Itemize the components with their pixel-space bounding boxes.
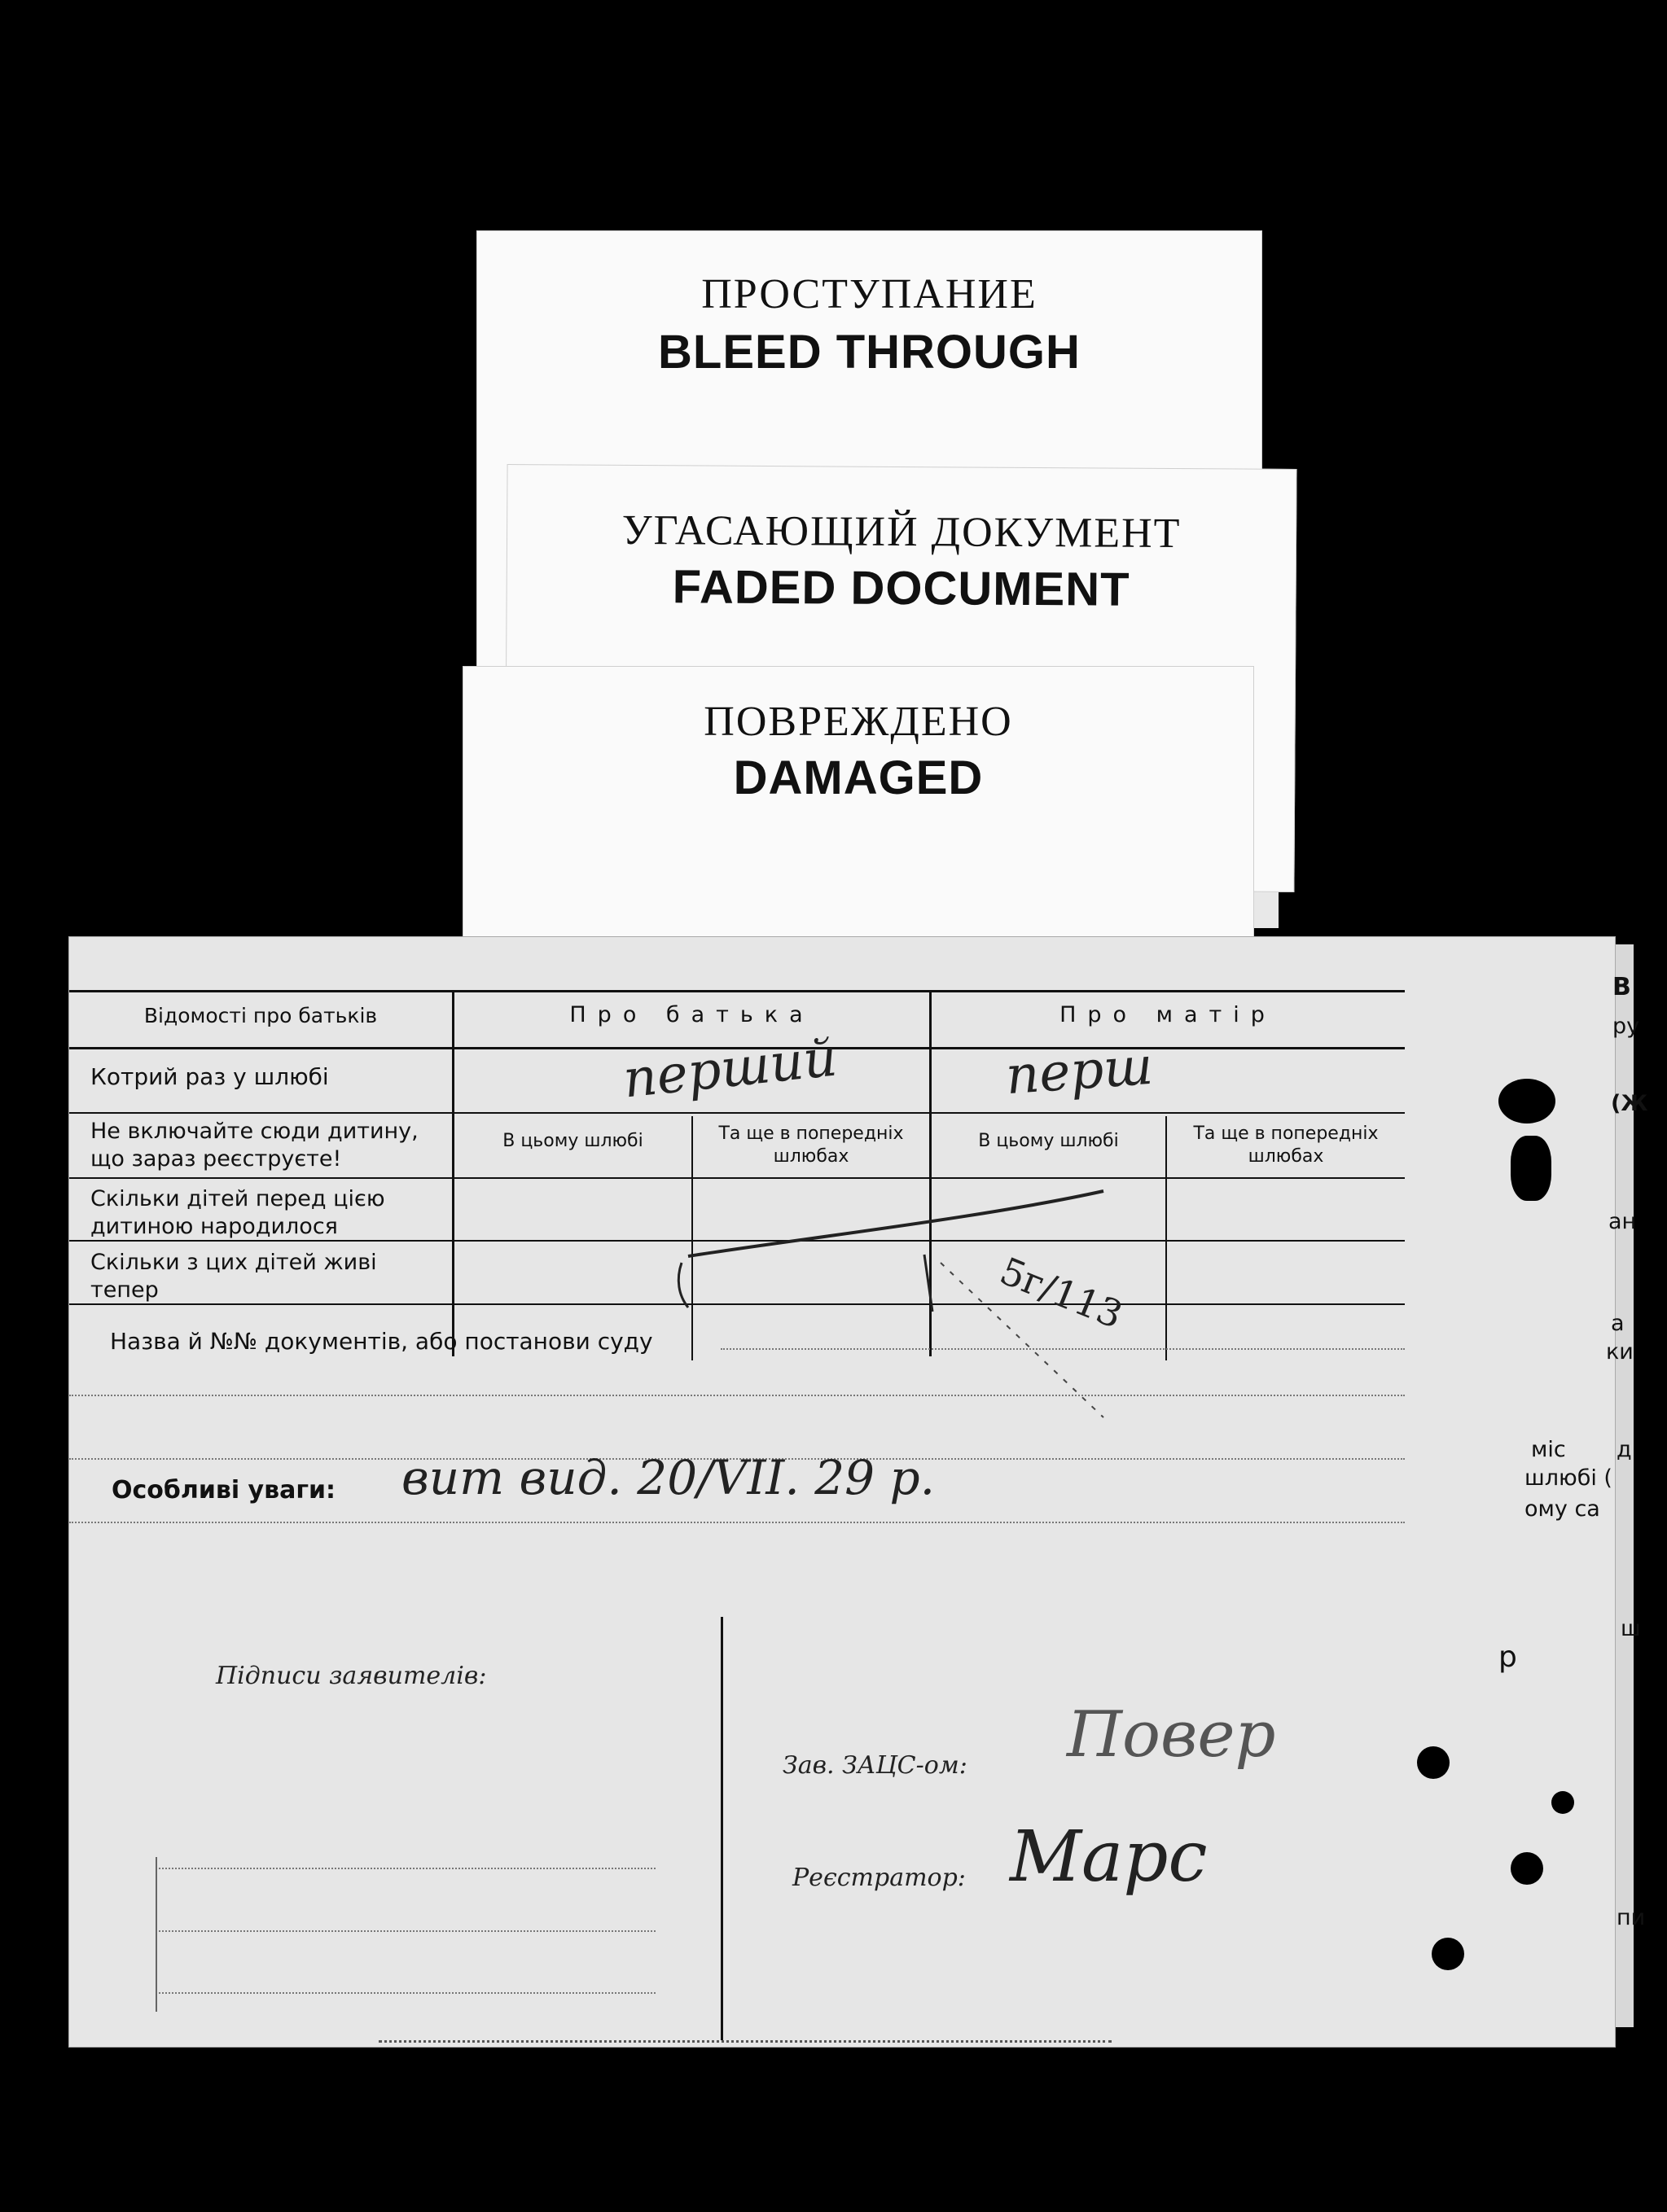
edge-fragment: пи (1617, 1905, 1646, 1930)
damage-hole (1432, 1938, 1464, 1970)
card-russian-label: УГАСАЮЩИЙ ДОКУМЕНТ (621, 506, 1182, 558)
edge-fragment: (Ж (1611, 1091, 1648, 1116)
damage-hole (1511, 1852, 1543, 1885)
row-marriage-label: Котрий раз у шлюбі (90, 1063, 329, 1090)
edge-fragment: ки (1606, 1339, 1634, 1364)
footer-print-line (379, 2040, 1112, 2043)
row-note-label: Не включайте сюди дитину, що зараз реєструєте! (90, 1119, 419, 1172)
registration-form (68, 936, 1616, 2048)
sub-this-marriage-mother: В цьому шлюбі (978, 1131, 1119, 1151)
edge-fragment: р (1498, 1640, 1517, 1674)
header-mother: Про матір (1059, 1002, 1276, 1027)
damage-hole (1417, 1746, 1450, 1779)
sub-prev-marriages-father: Та ще в попередніх шлюбах (718, 1124, 904, 1167)
signatures-label: Підписи заявителів: (216, 1662, 487, 1690)
header-parents-info: Відомості про батьків (143, 1004, 378, 1027)
remarks-label: Особливі уваги: (112, 1476, 336, 1505)
diagonal-stamp-number: 5г/113 (994, 1248, 1130, 1338)
card-english-label: FADED DOCUMENT (672, 560, 1130, 616)
damage-hole (1551, 1791, 1574, 1814)
signature-dotted-line (159, 1868, 656, 1869)
zags-head-label: Зав. ЗАЦС-ом: (783, 1751, 967, 1780)
edge-fragment: ому са (1524, 1496, 1600, 1522)
row-children-alive-label: Скільки з цих дітей живі тепер (90, 1250, 377, 1303)
edge-fragment: шлюбі ( (1524, 1465, 1612, 1491)
sub-this-marriage-father: В цьому шлюбі (502, 1131, 643, 1151)
edge-fragment: ан (1608, 1209, 1637, 1234)
card-english-label: BLEED THROUGH (658, 326, 1081, 379)
damage-hole (1511, 1136, 1551, 1201)
remarks-dotted-line (69, 1522, 1405, 1523)
edge-fragment: ш (1621, 1616, 1641, 1641)
signature-dotted-line (159, 1930, 656, 1932)
sub-prev-marriages-mother: Та ще в попередніх шлюбах (1193, 1124, 1379, 1167)
edge-fragment: В (1612, 973, 1631, 1001)
registrar-label: Реєстратор: (792, 1864, 966, 1892)
card-russian-label: ПОВРЕЖДЕНО (704, 699, 1013, 745)
edge-fragment: ру (1612, 1014, 1640, 1039)
documents-label: Назва й №№ документів, або постанови суду (110, 1328, 653, 1355)
signature-dotted-line (159, 1992, 656, 1994)
row-children-before-label: Скільки дітей перед цією дитиною народилося (90, 1186, 385, 1239)
damaged-card (463, 666, 1254, 943)
edge-fragment: а (1611, 1311, 1625, 1336)
remarks-handwriting: вит вид. 20/VII. 29 р. (401, 1450, 936, 1505)
damage-hole (1498, 1079, 1555, 1124)
documents-dotted-line (69, 1395, 1405, 1396)
edge-fragment: міс (1531, 1437, 1566, 1462)
card-russian-label: ПРОСТУПАНИЕ (701, 271, 1037, 318)
father-marriage-handwriting: перший (620, 1027, 840, 1110)
zags-signature: Повер (1067, 1698, 1276, 1772)
mother-marriage-handwriting: перш (1003, 1036, 1156, 1107)
registrar-signature: Марс (1010, 1816, 1208, 1898)
documents-dotted-line (721, 1348, 1405, 1350)
card-english-label: DAMAGED (733, 751, 984, 804)
edge-fragment: д (1617, 1437, 1632, 1462)
header-father: Про батька (569, 1002, 814, 1027)
